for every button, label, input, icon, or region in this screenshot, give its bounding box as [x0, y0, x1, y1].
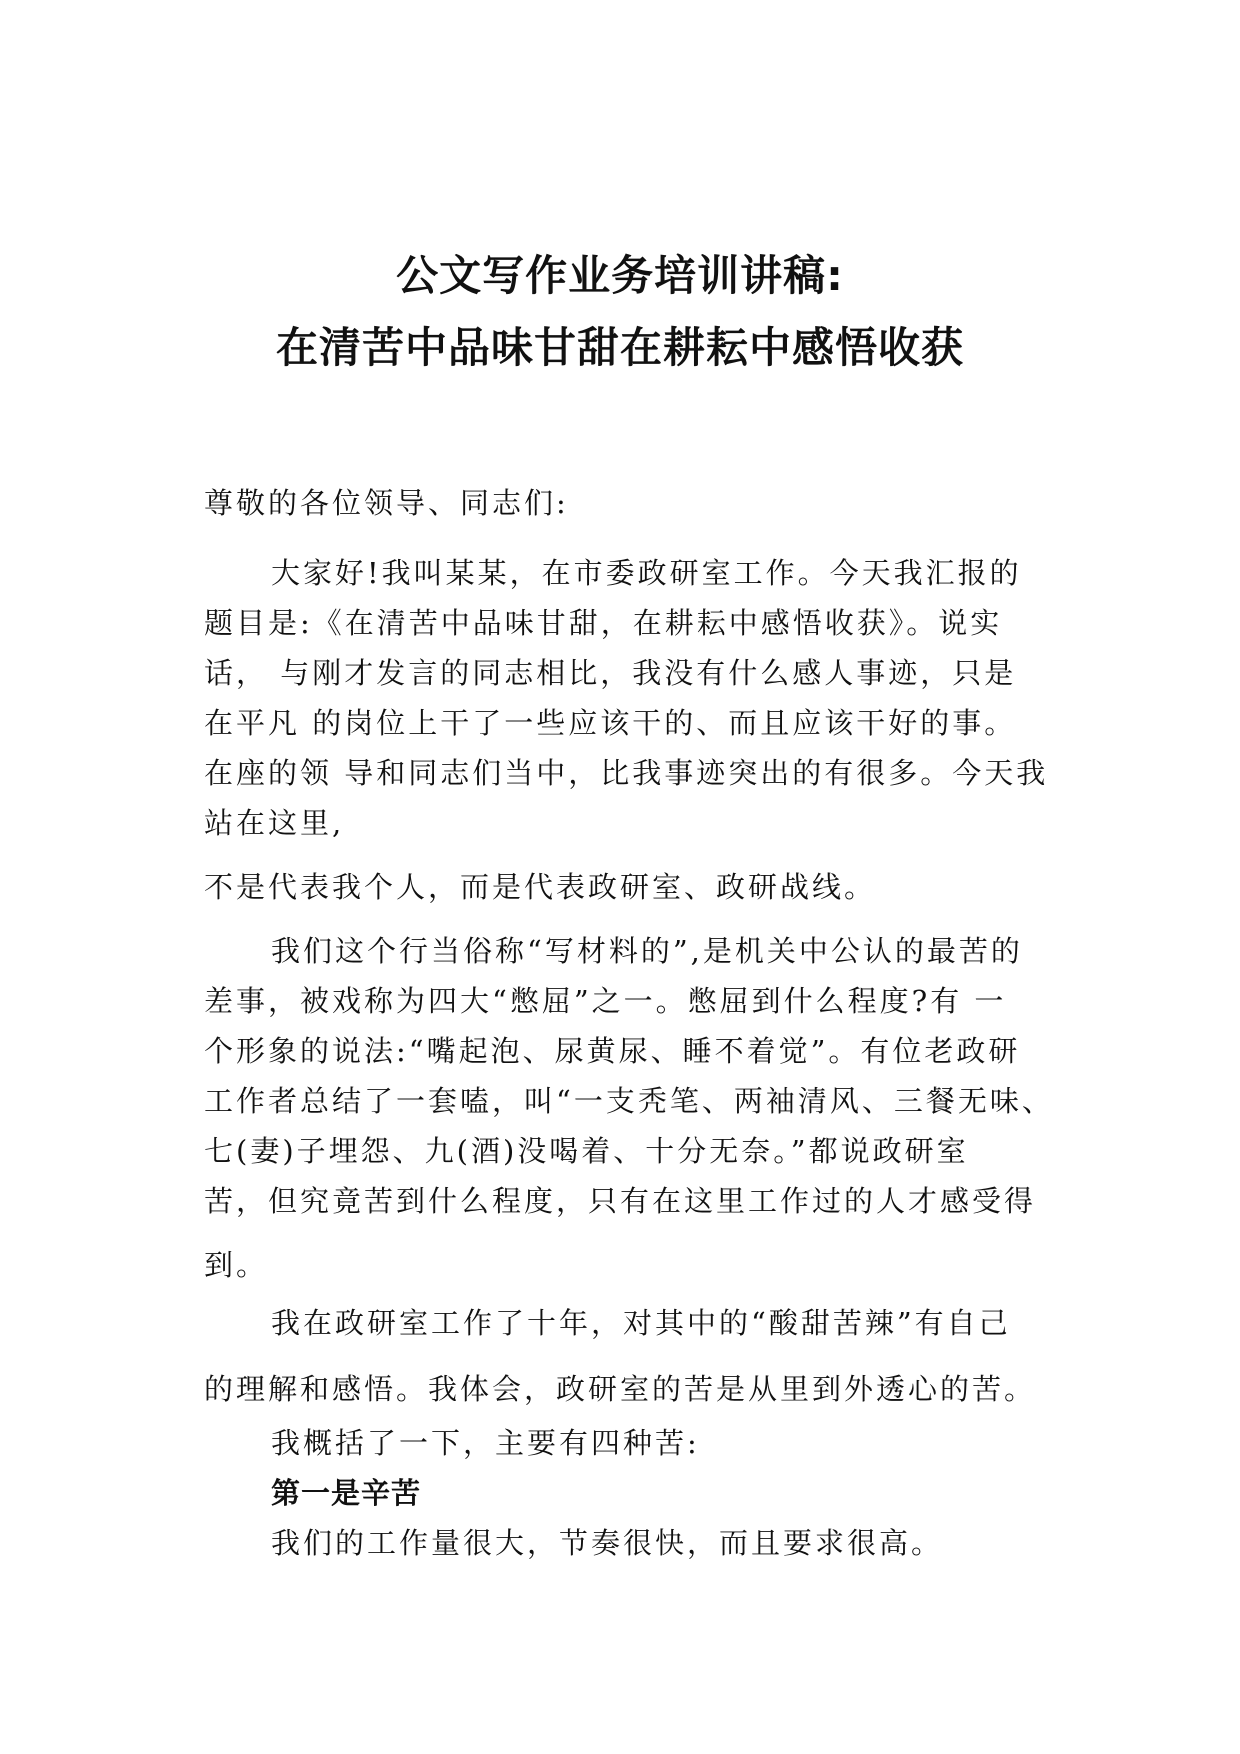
paragraph-line: 话， 与刚才发言的同志相比，我没有什么感人事迹，只是 — [204, 656, 1017, 690]
paragraph-line: 苦，但究竟苦到什么程度，只有在这里工作过的人才感受得 — [204, 1184, 1037, 1218]
document-body — [204, 478, 1074, 1568]
paragraph-1 — [204, 548, 1074, 848]
paragraph-line: 题目是:《在清苦中品味甘甜，在耕耘中感悟收获》。说实 — [204, 606, 1003, 640]
paragraph-1-tail: 不是代表我个人，而是代表政研室、政研战线。 — [204, 870, 877, 904]
paragraph-line: 在平凡 的岗位上干了一些应该干的、而且应该干好的事。 — [204, 706, 1017, 740]
title-line-2: 在清苦中品味甘甜在耕耘中感悟收获 — [275, 323, 964, 372]
paragraph-2-tail: 到。 — [204, 1248, 269, 1282]
paragraph-line: 在座的领 导和同志们当中，比我事迹突出的有很多。今天我 — [204, 756, 1049, 790]
paragraph-4: 我概括了一下，主要有四种苦: — [271, 1426, 700, 1460]
paragraph-line: 工作者总结了一套嗑，叫“一支秃笔、两袖清风、三餐无味、 — [204, 1084, 1054, 1118]
salutation: 尊敬的各位领导、同志们: — [204, 486, 569, 520]
paragraph-3-line-1: 我在政研室工作了十年，对其中的“酸甜苦辣”有自己 — [271, 1306, 1011, 1340]
paragraph-line: 七(妻)子埋怨、九(酒)没喝着、十分无奈。”都说政研室 — [204, 1134, 969, 1168]
paragraph-line: 大家好!我叫某某，在市委政研室工作。今天我汇报的 — [271, 556, 1022, 590]
paragraph-2 — [204, 926, 1074, 1226]
paragraph-line: 个形象的说法:“嘴起泡、尿黄尿、睡不着觉”。有位老政研 — [204, 1034, 1021, 1068]
paragraph-line: 我们这个行当俗称“写材料的”,是机关中公认的最苦的 — [271, 934, 1023, 968]
document-title — [0, 240, 1240, 384]
paragraph-5: 我们的工作量很大，节奏很快，而且要求很高。 — [271, 1526, 944, 1560]
paragraph-3-line-2: 的理解和感悟。我体会，政研室的苦是从里到外透心的苦。 — [204, 1372, 1037, 1406]
paragraph-line: 差事，被戏称为四大“憋屈”之一。憋屈到什么程度?有 一 — [204, 984, 1007, 1018]
paragraph-line: 站在这里, — [204, 806, 345, 840]
section-heading: 第一是辛苦 — [271, 1476, 422, 1510]
title-line-1: 公文写作业务培训讲稿: — [396, 251, 844, 300]
